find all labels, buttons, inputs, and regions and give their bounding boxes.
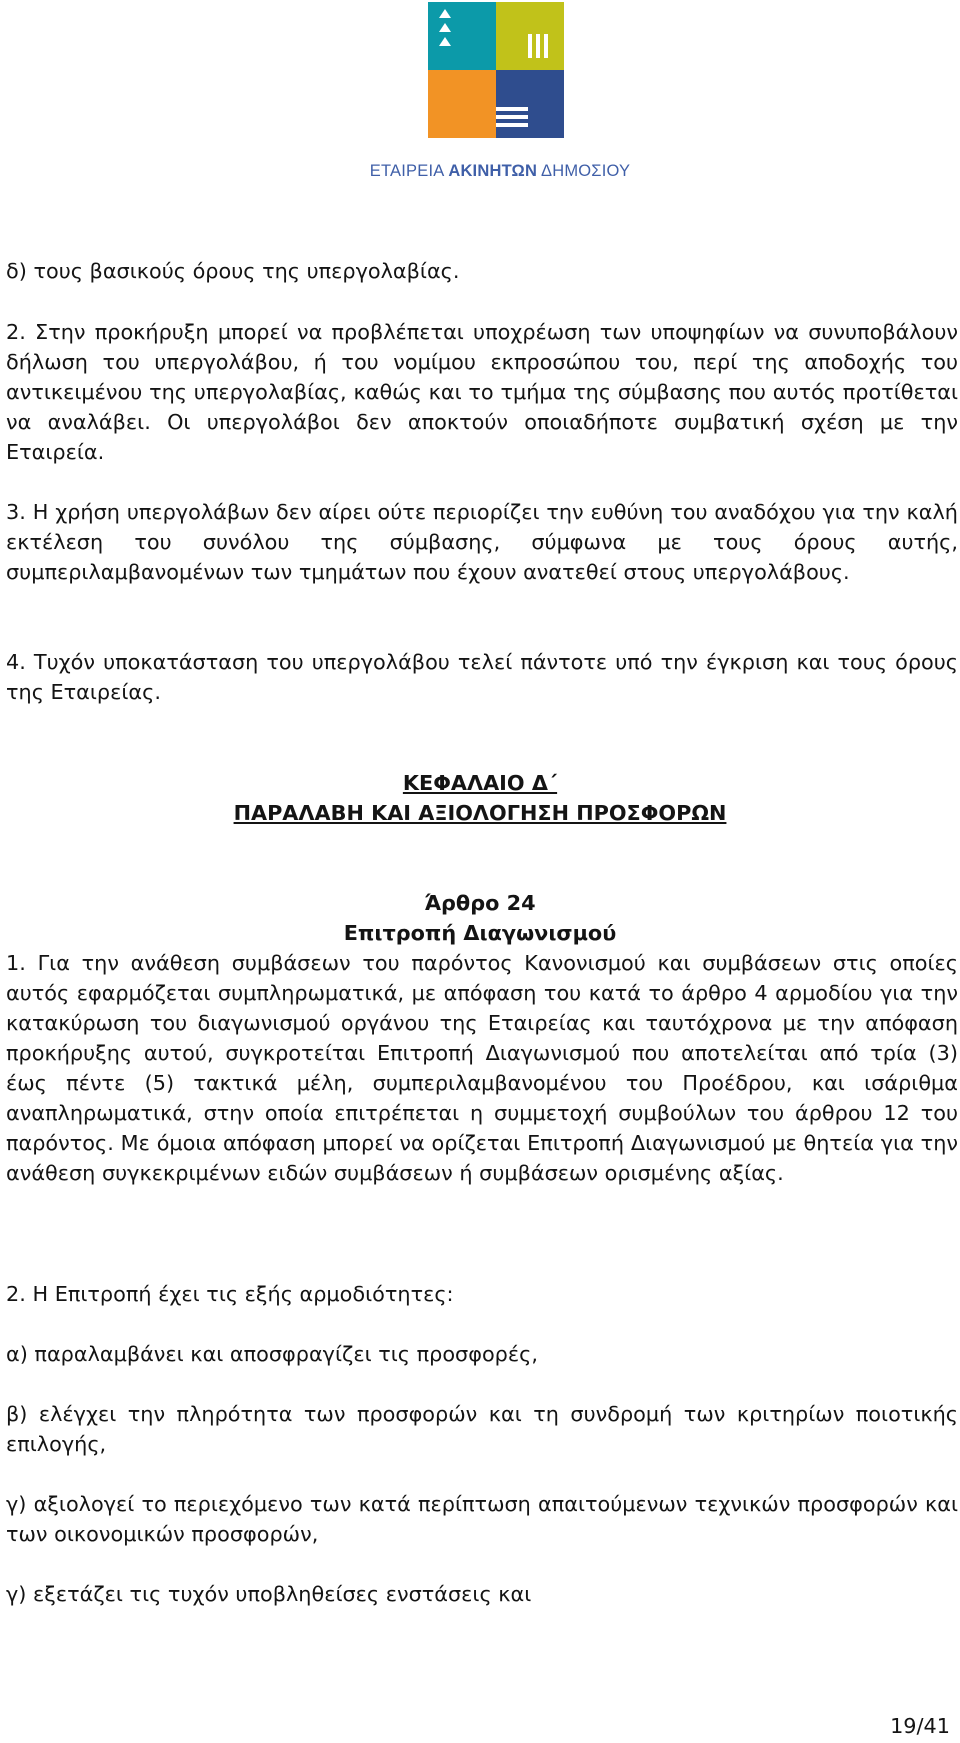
article-paragraph-1: 1. Για την ανάθεση συμβάσεων του παρόντος Κανονισμού και συμβάσεων στις οποίες αυτός εφαρμόζεται συμπληρωματικά, με απόφαση του κατά το άρθρο 4 αρμοδίου για την κατακύρωση του διαγωνισμού οργάνου της Εταιρείας και ταυτόχρονα με την απόφαση προκήρυξης αυτού, συγκροτείται Επιτροπή Διαγωνισμού που αποτελείται από τρία (3) έως πέντε (5) τακτικά μέλη, συμπεριλαμβανομένου του Προέδρου, και ισάριθμα αναπληρωματικά, στην οποία επιτρέπεται η συμμετοχή συμβούλων του άρθρου 12 του παρόντος. Με όμοια απόφαση μπορεί να ορίζεται Επιτροπή Διαγωνισμού με θητεία για την ανάθεση συγκεκριμένων ειδών συμβάσεων ή συμβάσεων ορισμένης αξίας.	[6, 951, 958, 1185]
list-item-a: α) παραλαμβάνει και αποσφραγίζει τις προσφορές,	[6, 1342, 538, 1366]
logo-mark-icon	[355, 0, 645, 160]
list-item-g1: γ) αξιολογεί το περιεχόμενο των κατά περίπτωση απαιτούμενων τεχνικών προσφορών και των οικονομικών προσφορών,	[6, 1492, 958, 1546]
article-title: Επιτροπή Διαγωνισμού	[343, 921, 617, 945]
paragraph-3: 3. Η χρήση υπεργολάβων δεν αίρει ούτε περιορίζει την ευθύνη του αναδόχου για την καλή εκτέλεση του συνόλου της σύμβασης, σύμφωνα με τους όρους αυτής, συμπεριλαμβανομένων των τμημάτων που έχουν ανατεθεί στους υπεργολάβους.	[6, 500, 958, 584]
chapter-subtitle: ΠΑΡΑΛΑΒΗ ΚΑΙ ΑΞΙΟΛΟΓΗΣΗ ΠΡΟΣΦΟΡΩΝ	[233, 801, 727, 825]
list-item-g2: γ) εξετάζει τις τυχόν υποβληθείσες ενστάσεις και	[6, 1582, 532, 1606]
article-paragraph-2: 2. Η Επιτροπή έχει τις εξής αρμοδιότητες:	[6, 1282, 454, 1306]
paragraph-2: 2. Στην προκήρυξη μπορεί να προβλέπεται υποχρέωση των υποψηφίων να συνυποβάλουν δήλωση του υπεργολάβου, ή του νομίμου εκπροσώπου του, περί της αποδοχής του αντικειμένου της υπεργολαβίας, καθώς και το τμήμα της σύμβασης που αυτός προτίθεται να αναλάβει. Οι υπεργολάβοι δεν αποκτούν οποιαδήποτε συμβατική σχέση με την Εταιρεία.	[6, 320, 958, 464]
logo-wordmark: ΕΤΑΙΡΕΙΑ ΑΚΙΝΗΤΩΝ ΔΗΜΟΣΙΟΥ	[369, 162, 631, 180]
paragraph-4: 4. Τυχόν υποκατάσταση του υπεργολάβου τελεί πάντοτε υπό την έγκριση και τους όρους της Εταιρείας.	[6, 650, 958, 704]
list-item-b: β) ελέγχει την πληρότητα των προσφορών και τη συνδρομή των κριτηρίων ποιοτικής επιλογής,	[6, 1402, 958, 1456]
paragraph-delta: δ) τους βασικούς όρους της υπεργολαβίας.	[6, 259, 460, 283]
article-number: Άρθρο 24	[424, 891, 536, 915]
company-logo	[355, 0, 645, 185]
chapter-title: ΚΕΦΑΛΑΙΟ Δ΄	[402, 771, 558, 795]
page-number: 19/41	[890, 1714, 950, 1738]
